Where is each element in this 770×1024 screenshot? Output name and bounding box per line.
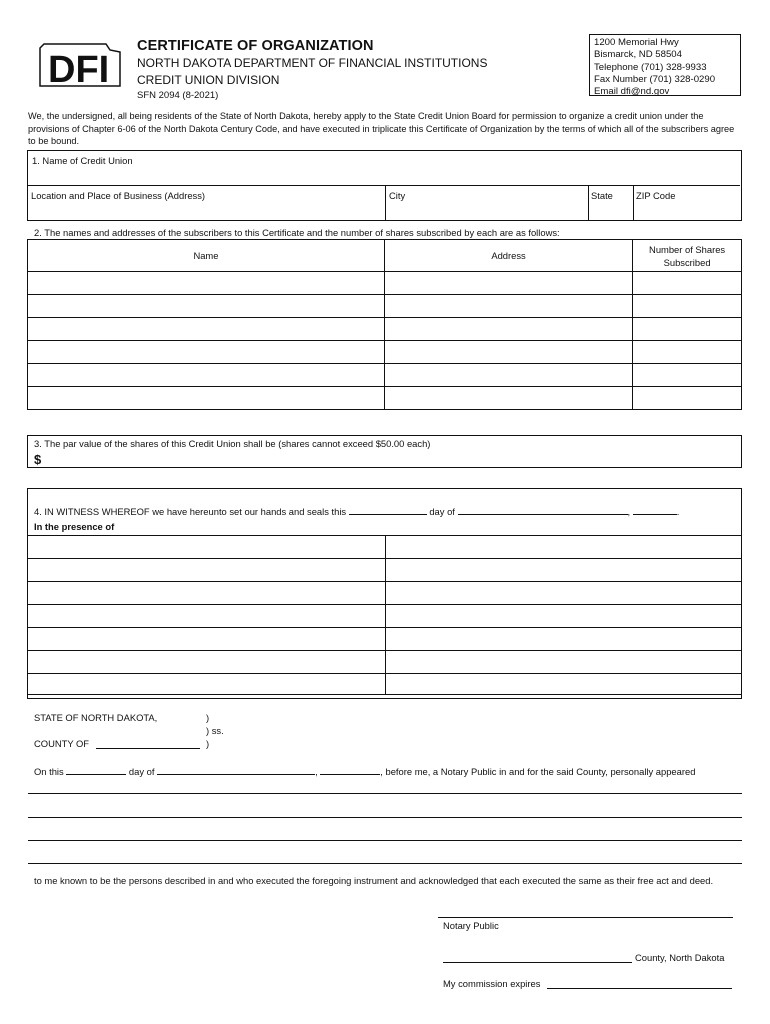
subscriber-address-cell[interactable] xyxy=(384,318,632,341)
form-number: SFN 2094 (8-2021) xyxy=(137,90,219,101)
table-row xyxy=(28,318,742,341)
county-nd-label: County, North Dakota xyxy=(635,952,725,963)
table-row xyxy=(28,387,742,410)
col-address-header: Address xyxy=(384,240,632,272)
witness-comma: , xyxy=(627,506,631,517)
witness-cell[interactable] xyxy=(386,536,742,559)
county-of-label: COUNTY OF xyxy=(34,738,90,749)
currency-symbol: $ xyxy=(34,452,42,467)
notary-day-field[interactable] xyxy=(66,774,126,775)
subscriber-shares-cell[interactable] xyxy=(633,295,742,318)
on-this-label: On this xyxy=(34,766,64,777)
table-row xyxy=(28,272,742,295)
commission-label: My commission expires xyxy=(443,978,541,989)
subscriber-address-cell[interactable] xyxy=(384,341,632,364)
table-row xyxy=(28,295,742,318)
witness-period: . xyxy=(676,506,680,517)
witness-cell[interactable] xyxy=(28,628,386,651)
notary-year-field[interactable] xyxy=(320,774,380,775)
witness-cell[interactable] xyxy=(28,674,386,695)
section4-box xyxy=(27,488,742,699)
subscriber-address-cell[interactable] xyxy=(384,364,632,387)
dfi-logo xyxy=(36,40,124,90)
table-row xyxy=(28,582,742,605)
table-row xyxy=(28,536,742,559)
witness-cell[interactable] xyxy=(386,651,742,674)
zip-label: ZIP Code xyxy=(636,190,676,201)
state-of-nd-label: STATE OF NORTH DAKOTA, xyxy=(34,712,158,723)
location-label: Location and Place of Business (Address) xyxy=(31,190,206,201)
witness-cell[interactable] xyxy=(28,559,386,582)
col-name-header: Name xyxy=(28,240,385,272)
city-label: City xyxy=(389,190,406,201)
zip-field[interactable] xyxy=(636,203,736,217)
section1-box xyxy=(27,150,742,221)
appeared-line-3[interactable] xyxy=(28,840,742,841)
witness-cell[interactable] xyxy=(28,605,386,628)
table-row xyxy=(28,628,742,651)
ss-label: ) ss. xyxy=(206,725,224,736)
subscriber-name-cell[interactable] xyxy=(28,341,385,364)
subscribers-header-row xyxy=(28,240,742,272)
notary-comma: , xyxy=(315,766,318,777)
witness-cell[interactable] xyxy=(386,559,742,582)
subscriber-shares-cell[interactable] xyxy=(633,387,742,410)
department-name: NORTH DAKOTA DEPARTMENT OF FINANCIAL INSTITUTIONS xyxy=(137,56,488,70)
before-me-text: , before me, a Notary Public in and for the said County, personally appeared xyxy=(380,766,696,777)
location-field[interactable] xyxy=(31,203,381,217)
table-row xyxy=(28,364,742,387)
notary-county-field[interactable] xyxy=(443,962,632,963)
appeared-line-2[interactable] xyxy=(28,817,742,818)
subscriber-address-cell[interactable] xyxy=(384,295,632,318)
county-field[interactable] xyxy=(96,748,200,749)
contact-telephone: Telephone (701) 328-9933 xyxy=(594,61,707,73)
subscriber-name-cell[interactable] xyxy=(28,387,385,410)
contact-email: Email dfi@nd.gov xyxy=(594,86,670,98)
appeared-line-4[interactable] xyxy=(28,863,742,864)
table-row xyxy=(28,651,742,674)
page-title: CERTIFICATE OF ORGANIZATION xyxy=(137,38,374,54)
commission-field[interactable] xyxy=(547,988,732,989)
subscriber-shares-cell[interactable] xyxy=(633,272,742,295)
contact-address2: Bismarck, ND 58504 xyxy=(594,49,682,61)
credit-union-name-label: 1. Name of Credit Union xyxy=(32,155,133,166)
notary-signature-line[interactable] xyxy=(438,917,733,918)
subscriber-address-cell[interactable] xyxy=(384,387,632,410)
contact-box xyxy=(589,34,741,96)
table-row xyxy=(28,674,742,695)
subscribers-table xyxy=(27,239,742,410)
ss-paren-1: ) xyxy=(206,712,210,723)
intro-paragraph: We, the undersigned, all being residents of the State of North Dakota, hereby apply to the State Credit Union Board for permission to organize a credit union under the provisions of Chapter 6-06 of the North Dakota Century Code, and have executed in triplicate this Certificate of Organization by the terms of which all of the subscribers agree to be bound. xyxy=(28,111,735,146)
table-row xyxy=(28,559,742,582)
table-row xyxy=(28,605,742,628)
witness-cell[interactable] xyxy=(386,605,742,628)
section3-box xyxy=(27,435,742,468)
col-shares-label-1: Number of Shares xyxy=(649,243,726,255)
par-value-field[interactable] xyxy=(48,451,348,466)
section2-heading: 2. The names and addresses of the subscribers to this Certificate and the number of shares subscribed by each are as follows: xyxy=(34,227,560,238)
notary-public-label: Notary Public xyxy=(443,920,499,931)
division-name: CREDIT UNION DIVISION xyxy=(137,73,280,87)
on-this-line xyxy=(34,766,695,777)
subscriber-name-cell[interactable] xyxy=(28,272,385,295)
subscriber-address-cell[interactable] xyxy=(384,272,632,295)
witness-year-field[interactable] xyxy=(633,514,677,515)
witness-cell[interactable] xyxy=(386,674,742,695)
witness-cell[interactable] xyxy=(386,628,742,651)
witness-cell[interactable] xyxy=(28,536,386,559)
known-paragraph: to me known to be the persons described in and who executed the foregoing instrument and acknowledged that each executed the same as their free act and deed. xyxy=(34,875,714,886)
par-value-label: 3. The par value of the shares of this Credit Union shall be (shares cannot exceed $50.00 each) xyxy=(34,438,431,449)
appeared-line-1[interactable] xyxy=(28,793,742,794)
subscriber-name-cell[interactable] xyxy=(28,318,385,341)
table-row xyxy=(28,341,742,364)
presence-label: In the presence of xyxy=(34,521,115,532)
ss-paren-3: ) xyxy=(206,738,210,749)
witness-month-field[interactable] xyxy=(458,514,628,515)
subscriber-name-cell[interactable] xyxy=(28,295,385,318)
col-shares-header xyxy=(633,240,742,272)
city-field[interactable] xyxy=(389,203,584,217)
logo-text: DFI xyxy=(48,49,110,90)
contact-fax: Fax Number (701) 328-0290 xyxy=(594,73,716,85)
contact-address1: 1200 Memorial Hwy xyxy=(594,37,679,48)
subscriber-shares-cell[interactable] xyxy=(633,341,742,364)
notary-month-field[interactable] xyxy=(157,774,315,775)
witness-line xyxy=(34,506,679,517)
notary-day-of-label: day of xyxy=(128,766,155,777)
state-label: State xyxy=(591,190,613,201)
subscriber-name-cell[interactable] xyxy=(28,364,385,387)
state-field[interactable] xyxy=(591,203,631,217)
witness-cell[interactable] xyxy=(28,651,386,674)
witness-text-a: 4. IN WITNESS WHEREOF we have hereunto set our hands and seals this xyxy=(34,506,347,517)
subscriber-shares-cell[interactable] xyxy=(633,364,742,387)
witness-text-b: day of xyxy=(429,506,455,517)
credit-union-name-field[interactable] xyxy=(32,169,732,183)
witness-day-field[interactable] xyxy=(349,514,427,515)
witness-cell[interactable] xyxy=(28,582,386,605)
col-shares-label-2: Subscribed xyxy=(663,256,711,268)
witness-cell[interactable] xyxy=(386,582,742,605)
witness-table xyxy=(27,535,742,695)
subscriber-shares-cell[interactable] xyxy=(633,318,742,341)
